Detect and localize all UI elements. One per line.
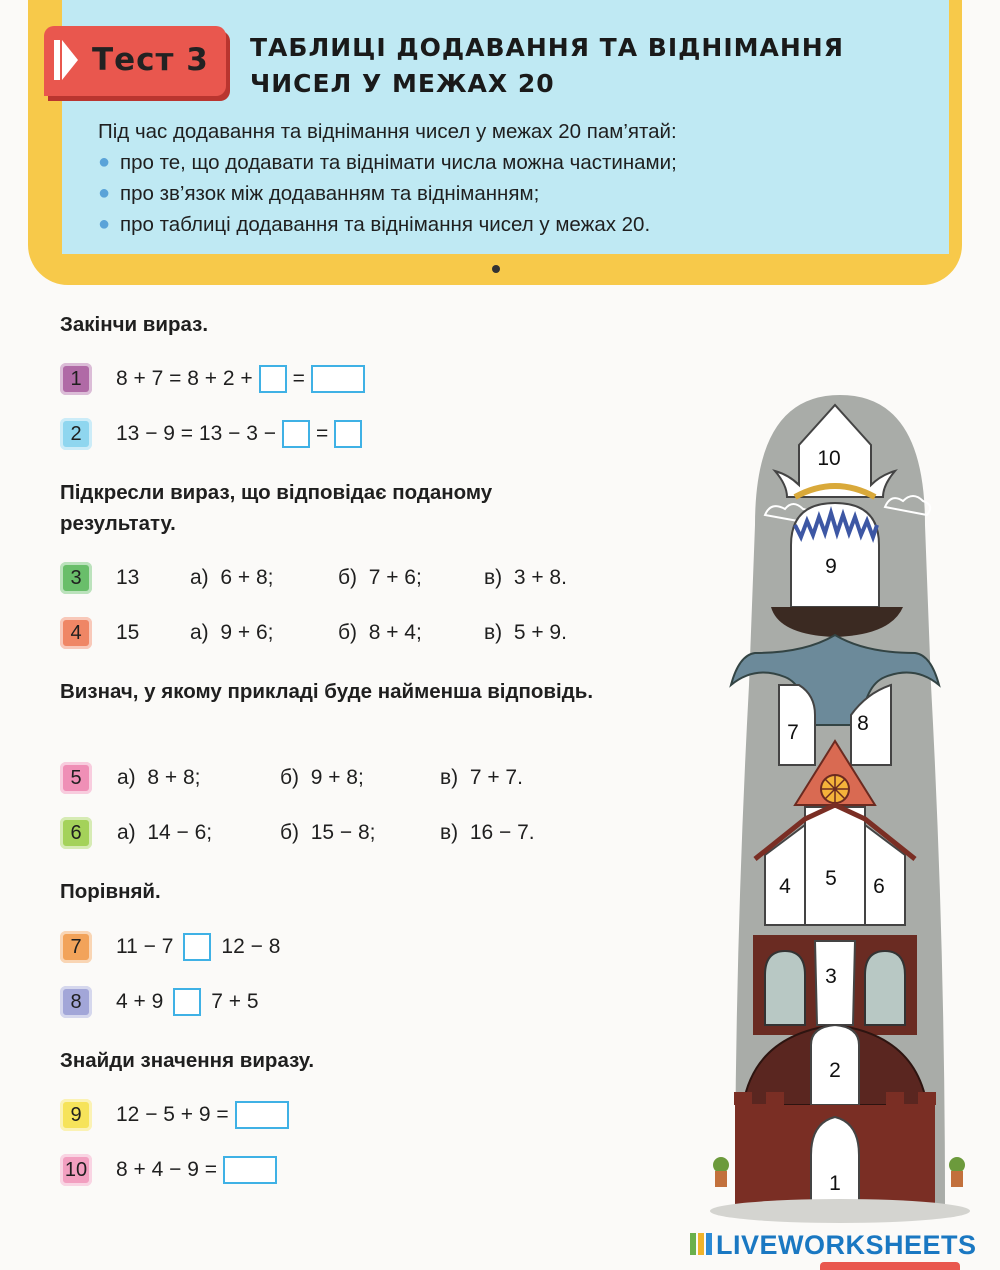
bullet-icon: ● xyxy=(98,151,111,173)
section-instruction-2: Підкресли вираз, що відповідає поданому результату. xyxy=(60,481,493,535)
task-10 xyxy=(60,1152,283,1188)
task-10-expression: 8 + 4 − 9 = xyxy=(116,1158,218,1181)
intro-text: Під час додавання та віднімання чисел у межах 20 пам’ятай: xyxy=(98,120,677,143)
task-5-option-c[interactable]: в) 7 + 7. xyxy=(440,766,523,789)
tower-illustration xyxy=(695,385,985,1245)
title-line-2: ЧИСЕЛ У МЕЖАХ 20 xyxy=(250,69,555,98)
task-3 xyxy=(60,560,620,596)
task-2-equals: = xyxy=(315,422,329,445)
window-right-icon xyxy=(865,951,905,1025)
task-5-option-b[interactable]: б) 9 + 8; xyxy=(280,766,364,789)
task-7 xyxy=(60,929,280,965)
task-2 xyxy=(60,416,368,452)
tower-label-4: 4 xyxy=(779,875,791,898)
liveworksheets-watermark: LIVEWORKSHEETS xyxy=(716,1230,977,1260)
task-8-left: 4 + 9 xyxy=(116,990,164,1013)
task-2-answer-box-a[interactable] xyxy=(282,420,310,448)
task-8 xyxy=(60,984,259,1020)
title-line-1: ТАБЛИЦІ ДОДАВАННЯ ТА ВІДНІМАННЯ xyxy=(250,33,844,62)
task-number-badge: 2 xyxy=(60,418,92,450)
task-6-option-a[interactable]: а) 14 − 6; xyxy=(117,821,213,844)
section-instruction-4: Порівняй. xyxy=(60,880,161,903)
bullet-text: про те, що додавати та віднімати числа можна частинами; xyxy=(120,151,677,174)
task-10-answer-box[interactable] xyxy=(223,1156,277,1184)
task-5-option-a[interactable]: а) 8 + 8; xyxy=(117,766,201,789)
task-3-option-c[interactable]: в) 3 + 8. xyxy=(484,566,567,589)
task-1 xyxy=(60,361,371,397)
task-4-option-b[interactable]: б) 8 + 4; xyxy=(338,621,422,644)
section-instruction-1: Закінчи вираз. xyxy=(60,313,209,336)
tab-bar-icon xyxy=(54,40,60,80)
task-number-badge: 9 xyxy=(60,1099,92,1131)
section-instruction-5: Знайди значення виразу. xyxy=(60,1049,315,1072)
task-3-option-b[interactable]: б) 7 + 6; xyxy=(338,566,422,589)
task-1-answer-box-b[interactable] xyxy=(311,365,365,393)
bullet-item xyxy=(98,147,677,178)
task-1-expression: 8 + 7 = 8 + 2 + xyxy=(116,367,253,390)
test-tab-label: Тест 3 xyxy=(92,42,209,78)
window-left-icon xyxy=(765,951,805,1025)
task-9-answer-box[interactable] xyxy=(235,1101,289,1129)
tower-label-5: 5 xyxy=(825,867,837,890)
task-9 xyxy=(60,1097,295,1133)
task-3-result: 13 xyxy=(116,566,140,589)
task-6-option-c[interactable]: в) 16 − 7. xyxy=(440,821,535,844)
task-number-badge: 5 xyxy=(60,762,92,794)
task-6-option-b[interactable]: б) 15 − 8; xyxy=(280,821,376,844)
task-number-badge: 6 xyxy=(60,817,92,849)
test-tab xyxy=(44,26,226,96)
task-4-option-a[interactable]: а) 9 + 6; xyxy=(190,621,274,644)
task-7-right: 12 − 8 xyxy=(221,935,281,958)
task-4 xyxy=(60,615,620,651)
task-7-left: 11 − 7 xyxy=(116,935,174,958)
tower-label-3: 3 xyxy=(825,965,837,988)
task-number-badge: 10 xyxy=(60,1154,92,1186)
tower-label-9: 9 xyxy=(825,555,837,578)
task-7-compare-box[interactable] xyxy=(183,933,211,961)
bullet-text: про таблиці додавання та віднімання чисел у межах 20. xyxy=(120,213,651,236)
task-8-compare-box[interactable] xyxy=(173,988,201,1016)
task-4-result: 15 xyxy=(116,621,140,644)
task-8-right: 7 + 5 xyxy=(211,990,259,1013)
bullet-item xyxy=(98,178,677,209)
tower-label-8: 8 xyxy=(857,712,869,735)
task-2-answer-box-b[interactable] xyxy=(334,420,362,448)
task-2-expression: 13 − 9 = 13 − 3 − xyxy=(116,422,276,445)
rosette-spokes xyxy=(821,775,849,803)
task-6 xyxy=(60,815,620,851)
header-dot xyxy=(492,265,500,273)
task-3-option-a[interactable]: а) 6 + 8; xyxy=(190,566,274,589)
task-number-badge: 7 xyxy=(60,931,92,963)
section-instruction-3: Визнач, у якому прикладі буде найменша відповідь. xyxy=(60,680,594,703)
page-title xyxy=(250,30,890,102)
task-number-badge: 1 xyxy=(60,363,92,395)
task-4-option-c[interactable]: в) 5 + 9. xyxy=(484,621,567,644)
task-5 xyxy=(60,760,620,796)
liveworksheets-logo-icon xyxy=(690,1233,712,1255)
tower-label-6: 6 xyxy=(873,875,885,898)
task-9-expression: 12 − 5 + 9 = xyxy=(116,1103,229,1126)
tower-label-1: 1 xyxy=(829,1172,841,1195)
bullet-text: про зв’язок між додаванням та відніманням; xyxy=(120,182,540,205)
bullet-icon: ● xyxy=(98,213,111,235)
footer-strip xyxy=(820,1262,960,1270)
task-1-equals: = xyxy=(292,367,305,390)
intro-block xyxy=(98,116,677,240)
tower-label-7: 7 xyxy=(787,721,799,744)
task-number-badge: 3 xyxy=(60,562,92,594)
tower-label-2: 2 xyxy=(829,1059,841,1082)
bullet-item xyxy=(98,209,677,240)
tower-label-10: 10 xyxy=(817,447,841,470)
bullet-icon: ● xyxy=(98,182,111,204)
task-number-badge: 4 xyxy=(60,617,92,649)
task-1-answer-box-a[interactable] xyxy=(259,365,287,393)
tab-arrow-icon xyxy=(62,40,78,80)
tower-shadow xyxy=(710,1199,970,1223)
task-number-badge: 8 xyxy=(60,986,92,1018)
tower-section-5[interactable] xyxy=(805,807,865,925)
